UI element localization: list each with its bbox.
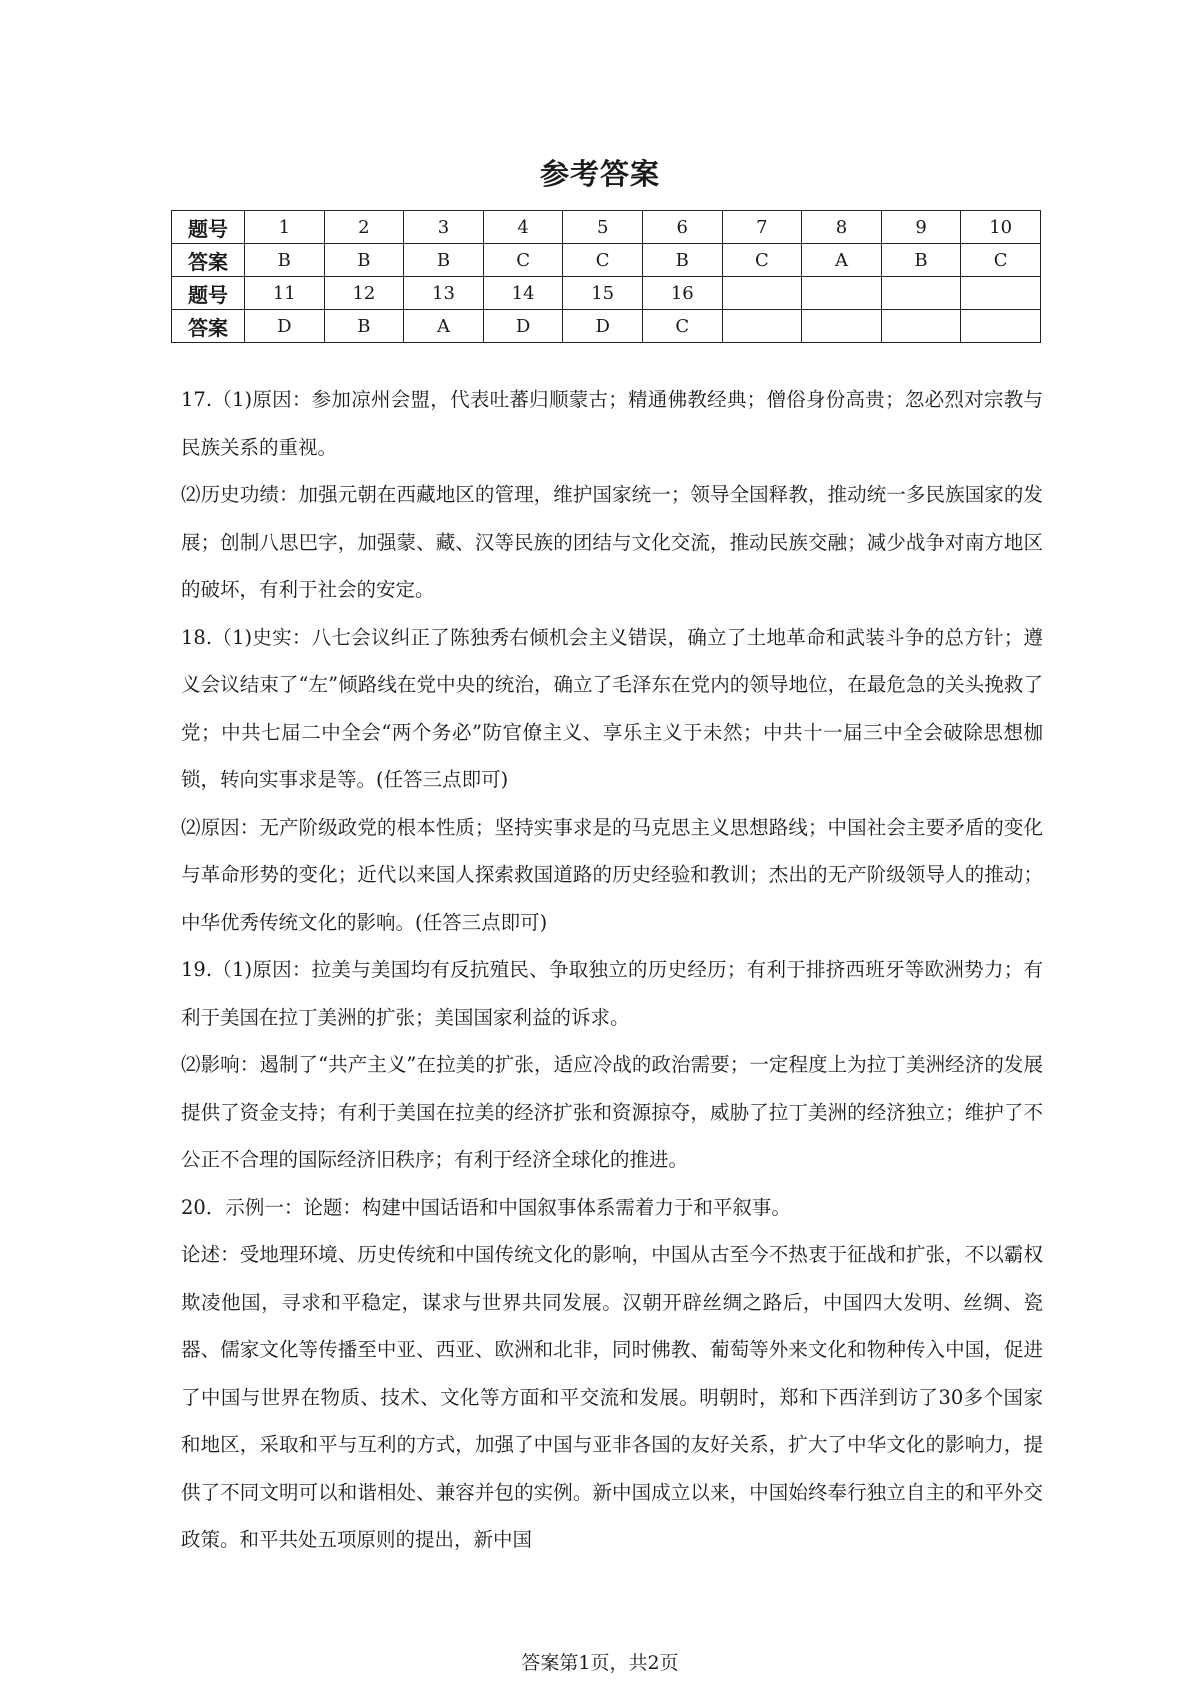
table-cell: 6 bbox=[642, 211, 722, 244]
table-cell: 12 bbox=[324, 277, 404, 310]
table-cell: A bbox=[802, 244, 882, 277]
table-row-header: 题号 bbox=[172, 277, 245, 310]
table-cell: 9 bbox=[881, 211, 961, 244]
table-cell bbox=[802, 277, 882, 310]
answer-paragraph: 19.（1)原因：拉美与美国均有反抗殖民、争取独立的历史经历；有利于排挤西班牙等欧洲势力；有利于美国在拉丁美洲的扩张；美国国家利益的诉求。 bbox=[181, 958, 1043, 1029]
table-row bbox=[172, 277, 1041, 310]
table-cell: 7 bbox=[722, 211, 802, 244]
answer-paragraph: ⑵影响：遏制了“共产主义”在拉美的扩张，适应冷战的政治需要；一定程度上为拉丁美洲经济的发展提供了资金支持；有利于美国在拉美的经济扩张和资源掠夺，威胁了拉丁美洲的经济独立；维护了不公正不合理的国际经济旧秩序；有利于经济全球化的推进。 bbox=[181, 1053, 1043, 1171]
table-cell: C bbox=[722, 244, 802, 277]
answer-paragraph: 论述：受地理环境、历史传统和中国传统文化的影响，中国从古至今不热衷于征战和扩张，不以霸权欺凌他国，寻求和平稳定，谋求与世界共同发展。汉朝开辟丝绸之路后，中国四大发明、丝绸、瓷器、儒家文化等传播至中亚、西亚、欧洲和北非，同时佛教、葡萄等外来文化和物种传入中国，促进了中国与世界在物质、技术、文化等方面和平交流和发展。明朝时，郑和下西洋到访了30多个国家和地区，采取和平与互利的方式，加强了中国与亚非各国的友好关系，扩大了中华文化的影响力，提供了不同文明可以和谐相处、兼容并包的实例。新中国成立以来，中国始终奉行独立自主的和平外交政策。和平共处五项原则的提出，新中国 bbox=[181, 1243, 1043, 1551]
table-cell bbox=[722, 277, 802, 310]
table-cell: B bbox=[642, 244, 722, 277]
table-cell: 11 bbox=[245, 277, 325, 310]
table-row bbox=[172, 211, 1041, 244]
table-cell: 4 bbox=[483, 211, 563, 244]
table-cell bbox=[802, 310, 882, 343]
table-cell: 5 bbox=[563, 211, 643, 244]
table-cell: 14 bbox=[483, 277, 563, 310]
page-title: 参考答案 bbox=[539, 157, 660, 191]
table-cell: D bbox=[563, 310, 643, 343]
page-footer: 答案第1页，共2页 bbox=[521, 1652, 679, 1674]
table-cell bbox=[961, 310, 1041, 343]
table-row bbox=[172, 244, 1041, 277]
answer-text bbox=[181, 376, 1043, 1564]
table-row bbox=[172, 310, 1041, 343]
table-cell: D bbox=[245, 310, 325, 343]
table-cell: 16 bbox=[642, 277, 722, 310]
table-cell: B bbox=[324, 310, 404, 343]
table-cell: 3 bbox=[404, 211, 484, 244]
table-row-header: 答案 bbox=[172, 244, 245, 277]
table-cell: 8 bbox=[802, 211, 882, 244]
table-cell: B bbox=[881, 244, 961, 277]
table-cell bbox=[722, 310, 802, 343]
table-cell: B bbox=[324, 244, 404, 277]
table-row-header: 答案 bbox=[172, 310, 245, 343]
table-cell: 10 bbox=[961, 211, 1041, 244]
table-cell bbox=[961, 277, 1041, 310]
table-cell: B bbox=[404, 244, 484, 277]
answer-paragraph: 17.（1)原因：参加凉州会盟，代表吐蕃归顺蒙古；精通佛教经典；僧俗身份高贵；忽必烈对宗教与民族关系的重视。 bbox=[181, 388, 1043, 459]
table-cell: 13 bbox=[404, 277, 484, 310]
answer-table bbox=[171, 210, 1041, 343]
table-cell bbox=[881, 310, 961, 343]
table-cell: C bbox=[642, 310, 722, 343]
table-cell: C bbox=[961, 244, 1041, 277]
answer-paragraph: ⑵原因：无产阶级政党的根本性质；坚持实事求是的马克思主义思想路线；中国社会主要矛盾的变化与革命形势的变化；近代以来国人探索救国道路的历史经验和教训；杰出的无产阶级领导人的推动；中华优秀传统文化的影响。(任答三点即可) bbox=[181, 815, 1043, 934]
table-cell: C bbox=[483, 244, 563, 277]
table-cell: 2 bbox=[324, 211, 404, 244]
table-cell: A bbox=[404, 310, 484, 343]
answer-paragraph: ⑵历史功绩：加强元朝在西藏地区的管理，维护国家统一；领导全国释教，推动统一多民族国家的发展；创制八思巴字，加强蒙、藏、汉等民族的团结与文化交流，推动民族交融；减少战争对南方地区的破坏，有利于社会的安定。 bbox=[181, 483, 1043, 601]
table-row-header: 题号 bbox=[172, 211, 245, 244]
table-cell: C bbox=[563, 244, 643, 277]
table-cell bbox=[881, 277, 961, 310]
answer-paragraph: 20．示例一：论题：构建中国话语和中国叙事体系需着力于和平叙事。 bbox=[181, 1195, 791, 1219]
table-cell: 1 bbox=[245, 211, 325, 244]
answer-paragraph: 18.（1)史实：八七会议纠正了陈独秀右倾机会主义错误，确立了土地革命和武装斗争的总方针；遵义会议结束了“左”倾路线在党中央的统治，确立了毛泽东在党内的领导地位，在最危急的关头挽救了党；中共七届二中全会“两个务必”防官僚主义、享乐主义于未然；中共十一届三中全会破除思想枷锁，转向实事求是等。(任答三点即可) bbox=[181, 625, 1043, 791]
table-cell: 15 bbox=[563, 277, 643, 310]
table-cell: D bbox=[483, 310, 563, 343]
table-cell: B bbox=[245, 244, 325, 277]
